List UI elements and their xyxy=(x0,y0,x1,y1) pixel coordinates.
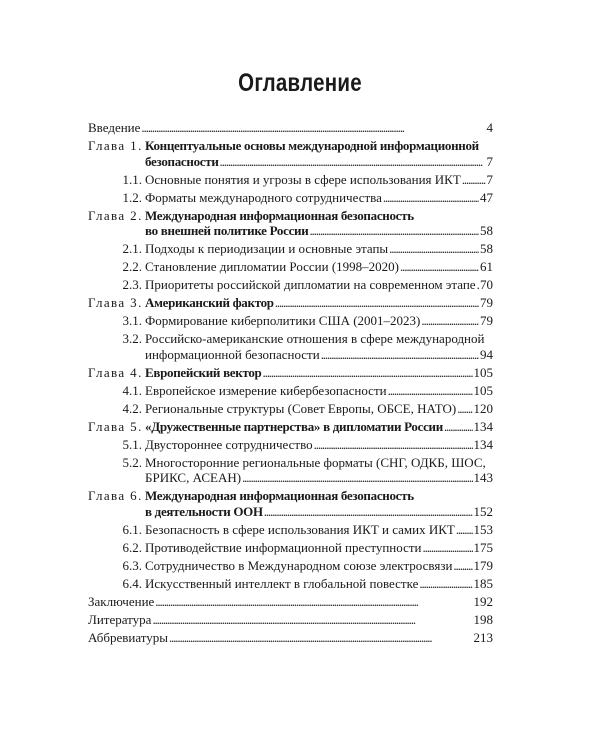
toc-entry-front[interactable] xyxy=(88,612,493,628)
toc-entry-section[interactable] xyxy=(88,522,493,538)
section-number: 4.2. xyxy=(122,400,142,416)
section-number: 1.2. xyxy=(122,189,142,205)
page-number: 143 xyxy=(473,470,493,485)
page-number: 179 xyxy=(473,557,493,573)
toc-entry-line xyxy=(88,594,493,610)
toc-entry-title: Подходы к периодизации и основные этапы xyxy=(145,241,389,256)
dot-leader xyxy=(141,120,485,136)
toc-entry-line xyxy=(88,455,493,471)
toc-entry-line xyxy=(88,241,493,257)
toc-entry-title: Международная информационная безопасность xyxy=(145,207,414,223)
dot-leader xyxy=(263,365,473,381)
page-number: 152 xyxy=(473,503,493,519)
section-number: 6.1. xyxy=(122,521,142,537)
toc-entry-line xyxy=(88,331,493,347)
toc-entry-front[interactable] xyxy=(88,594,493,610)
toc-entry-section[interactable] xyxy=(88,331,493,362)
toc-entry-title: во внешней политике России xyxy=(145,223,309,238)
dot-leader xyxy=(389,241,479,257)
toc-entry-section[interactable] xyxy=(88,455,493,486)
toc-entry-title: Искусственный интеллект в глобальной повестке xyxy=(145,575,419,591)
toc-entry-line xyxy=(88,630,493,646)
chapter-number: Глава 3. xyxy=(88,295,143,310)
toc-entry-line xyxy=(88,277,493,293)
toc-entry-section[interactable] xyxy=(88,576,493,592)
toc-entry-section[interactable] xyxy=(88,401,493,417)
section-number: 3.2. xyxy=(122,331,142,346)
toc-entry-line xyxy=(88,488,493,504)
toc-entry-title: Приоритеты российской дипломатии на современном этапе xyxy=(145,277,476,292)
toc-entry-section[interactable] xyxy=(88,313,493,329)
chapter-number: Глава 2. xyxy=(88,207,143,223)
dot-leader xyxy=(419,576,472,592)
toc-entry-line xyxy=(88,504,493,520)
section-number: 2.2. xyxy=(122,259,142,274)
toc-entry-line xyxy=(88,172,493,188)
page-number: 47 xyxy=(480,189,493,205)
toc-entry-title: «Дружественные партнерства» в дипломатии России xyxy=(145,418,443,434)
page-number: 134 xyxy=(473,418,493,434)
toc-entry-line xyxy=(88,120,493,136)
dot-leader xyxy=(314,437,473,453)
toc-entry-line xyxy=(88,365,493,381)
toc-entry-title: Введение xyxy=(88,120,141,135)
table-of-contents xyxy=(88,120,493,648)
toc-entry-chapter[interactable] xyxy=(88,365,493,381)
toc-entry-line xyxy=(88,437,493,453)
toc-entry-section[interactable] xyxy=(88,558,493,574)
toc-entry-line xyxy=(88,419,493,435)
section-number: 1.1. xyxy=(122,171,142,187)
section-number: 6.4. xyxy=(122,575,142,591)
toc-entry-title: информационной безопасности xyxy=(145,346,320,362)
toc-entry-front[interactable] xyxy=(88,630,493,646)
page-number: 192 xyxy=(473,593,493,609)
chapter-number: Глава 4. xyxy=(88,364,143,380)
page-number: 153 xyxy=(473,521,493,537)
dot-leader xyxy=(462,172,486,188)
page-title: Оглавление xyxy=(238,68,362,97)
toc-entry-section[interactable] xyxy=(88,172,493,188)
section-number: 4.1. xyxy=(122,382,142,398)
toc-entry-section[interactable] xyxy=(88,259,493,275)
toc-entry-line xyxy=(88,190,493,206)
section-number: 5.2. xyxy=(122,454,142,470)
page-number: 58 xyxy=(480,241,493,256)
page-number: 185 xyxy=(473,575,493,591)
page-number: 94 xyxy=(480,346,493,362)
dot-leader xyxy=(444,419,473,435)
toc-entry-title: Форматы международного сотрудничества xyxy=(145,189,382,205)
toc-entry-title: Европейский вектор xyxy=(145,364,262,380)
dot-leader xyxy=(400,259,479,275)
dot-leader xyxy=(388,383,473,399)
toc-entry-line xyxy=(88,612,493,628)
dot-leader xyxy=(456,522,473,538)
dot-leader xyxy=(321,347,479,363)
toc-entry-line xyxy=(88,295,493,311)
page-number: 58 xyxy=(480,223,493,238)
toc-entry-line xyxy=(88,383,493,399)
toc-entry-title: Международная информационная безопасность xyxy=(145,488,414,503)
page-number: 175 xyxy=(473,539,493,555)
toc-entry-title: Многосторонние региональные форматы (СНГ, ОДКБ, ШОС, xyxy=(145,454,486,470)
page-number: 79 xyxy=(480,295,493,310)
chapter-number: Глава 5. xyxy=(88,418,143,434)
dot-leader xyxy=(423,540,473,556)
toc-entry-section[interactable] xyxy=(88,540,493,556)
dot-leader xyxy=(477,277,479,293)
toc-entry-title: Противодействие информационной преступности xyxy=(145,539,422,555)
page-number: 134 xyxy=(473,436,493,452)
toc-entry-title: Литература xyxy=(88,611,152,627)
toc-entry-title: Безопасность в сфере использования ИКТ и самих ИКТ xyxy=(145,521,455,537)
toc-entry-line xyxy=(88,576,493,592)
toc-entry-front[interactable] xyxy=(88,120,493,136)
toc-entry-title: Концептуальные основы международной информационной xyxy=(145,138,479,153)
dot-leader xyxy=(264,504,473,520)
section-number: 6.3. xyxy=(122,557,142,573)
toc-entry-line xyxy=(88,138,493,154)
page-number: 105 xyxy=(473,382,493,398)
toc-entry-section[interactable] xyxy=(88,383,493,399)
page-number: 213 xyxy=(473,629,493,645)
page-number: 105 xyxy=(473,364,493,380)
toc-entry-title: Формирование киберполитики США (2001–2023) xyxy=(145,313,421,328)
page-number: 4 xyxy=(486,120,493,135)
toc-entry-line xyxy=(88,347,493,363)
toc-entry-title: Становление дипломатии России (1998–2020) xyxy=(145,259,400,274)
toc-entry-chapter[interactable] xyxy=(88,488,493,519)
toc-entry-title: безопасности xyxy=(145,153,219,169)
section-number: 2.1. xyxy=(122,241,142,256)
section-number: 5.1. xyxy=(122,436,142,452)
toc-entry-section[interactable] xyxy=(88,277,493,293)
toc-entry-line xyxy=(88,540,493,556)
page-number: 79 xyxy=(480,313,493,328)
toc-entry-chapter[interactable] xyxy=(88,208,493,239)
toc-entry-title: Европейское измерение кибербезопасности xyxy=(145,382,387,398)
section-number: 3.1. xyxy=(122,313,142,328)
toc-entry-line xyxy=(88,522,493,538)
toc-entry-line xyxy=(88,154,493,170)
toc-entry-title: Аббревиатуры xyxy=(88,629,168,645)
toc-entry-line xyxy=(88,259,493,275)
toc-entry-title: Заключение xyxy=(88,593,155,609)
toc-entry-title: Региональные структуры (Совет Европы, ОБСЕ, НАТО) xyxy=(145,400,457,416)
page-number: 120 xyxy=(473,400,493,416)
section-number: 6.2. xyxy=(122,539,142,555)
chapter-number: Глава 1. xyxy=(88,138,143,153)
page-number: 7 xyxy=(486,171,493,187)
toc-entry-section[interactable] xyxy=(88,241,493,257)
dot-leader xyxy=(242,470,472,486)
toc-entry-title: в деятельности ООН xyxy=(145,503,263,519)
chapter-number: Глава 6. xyxy=(88,488,143,503)
page-number: 198 xyxy=(473,611,493,627)
toc-entry-line xyxy=(88,208,493,224)
page-number: 70 xyxy=(480,277,493,292)
toc-entry-line xyxy=(88,558,493,574)
section-number: 2.3. xyxy=(122,277,142,292)
toc-entry-line xyxy=(88,470,493,486)
dot-leader xyxy=(169,630,473,646)
dot-leader xyxy=(275,295,479,311)
toc-entry-title: Основные понятия и угрозы в сфере использования ИКТ xyxy=(145,171,461,187)
dot-leader xyxy=(453,558,472,574)
page-number: 7 xyxy=(486,153,493,169)
dot-leader xyxy=(152,612,472,628)
toc-entry-title: Российско-американские отношения в сфере международной xyxy=(145,331,485,346)
toc-entry-line xyxy=(88,223,493,239)
toc-entry-title: Двустороннее сотрудничество xyxy=(145,436,313,452)
toc-entry-chapter[interactable] xyxy=(88,138,493,169)
toc-entry-title: Сотрудничество в Международном союзе электросвязи xyxy=(145,557,453,573)
dot-leader xyxy=(421,313,479,329)
toc-entry-title: БРИКС, АСЕАН) xyxy=(145,470,242,485)
toc-entry-section[interactable] xyxy=(88,437,493,453)
dot-leader xyxy=(383,190,479,206)
dot-leader xyxy=(309,223,479,239)
dot-leader xyxy=(457,401,472,417)
toc-entry-chapter[interactable] xyxy=(88,295,493,311)
toc-entry-section[interactable] xyxy=(88,190,493,206)
toc-entry-line xyxy=(88,313,493,329)
toc-entry-line xyxy=(88,401,493,417)
dot-leader xyxy=(155,594,472,610)
dot-leader xyxy=(220,154,486,170)
page-number: 61 xyxy=(480,259,493,274)
toc-entry-chapter[interactable] xyxy=(88,419,493,435)
toc-entry-title: Американский фактор xyxy=(145,295,274,310)
